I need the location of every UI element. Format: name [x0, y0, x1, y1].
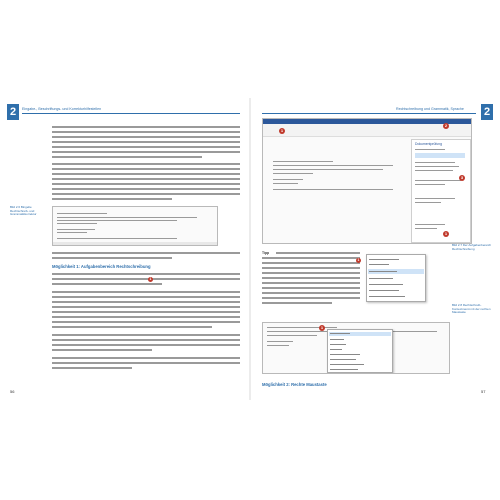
- left-header-rule: [22, 113, 240, 114]
- right-header-rule: [262, 113, 476, 114]
- marker-1-tip: 1: [357, 258, 360, 262]
- right-page-number: 57: [481, 389, 486, 394]
- marker-2-pane: 2: [444, 123, 448, 128]
- marker-1-ribbon: 1: [280, 128, 284, 133]
- marker-1-pane: 1: [444, 231, 448, 236]
- left-figure-caption: Bild 2.6 Bingelte Rechtschreib- und Grammatikkorrektur: [10, 205, 37, 217]
- right-screenshot-word: [262, 118, 472, 244]
- right-screenshot-context-menu: [262, 322, 450, 374]
- left-screenshot-document: [52, 206, 218, 246]
- right-chapter-number: 2: [481, 104, 493, 120]
- left-section-heading: Möglichkeit 1: Aufgabenbereich Rechtschreibung: [52, 264, 151, 269]
- right-section-heading: Möglichkeit 2: Rechte Maustaste: [262, 382, 327, 387]
- right-second-caption: Bild 2.8 Rechtschreib-Kontextmenü mit der rechten Maustaste: [452, 303, 491, 315]
- left-page-number: 56: [10, 389, 15, 394]
- tip-label: Tipp: [262, 251, 270, 255]
- left-chapter-number: 2: [7, 104, 19, 120]
- context-menu-popup: [327, 329, 393, 373]
- page-gutter: [249, 98, 251, 400]
- tip-context-menu: [366, 254, 426, 302]
- marker-1-context: 1: [320, 325, 324, 330]
- marker-1-left: 1: [149, 277, 152, 281]
- marker-3-pane: 3: [460, 175, 464, 180]
- proofing-pane: [411, 139, 471, 243]
- word-ribbon: [263, 124, 471, 137]
- left-running-header: Eingabe-, Beschriftungs- und Korrekturhilfestellen: [22, 107, 102, 111]
- right-figure-caption: Bild 2.7 Der Aufgabenbereich Rechtschreibung: [452, 243, 492, 251]
- proofing-pane-title: Dokumentprüfung: [415, 142, 442, 146]
- right-running-header: Rechtschreibung und Grammatik, Sprache: [396, 107, 464, 111]
